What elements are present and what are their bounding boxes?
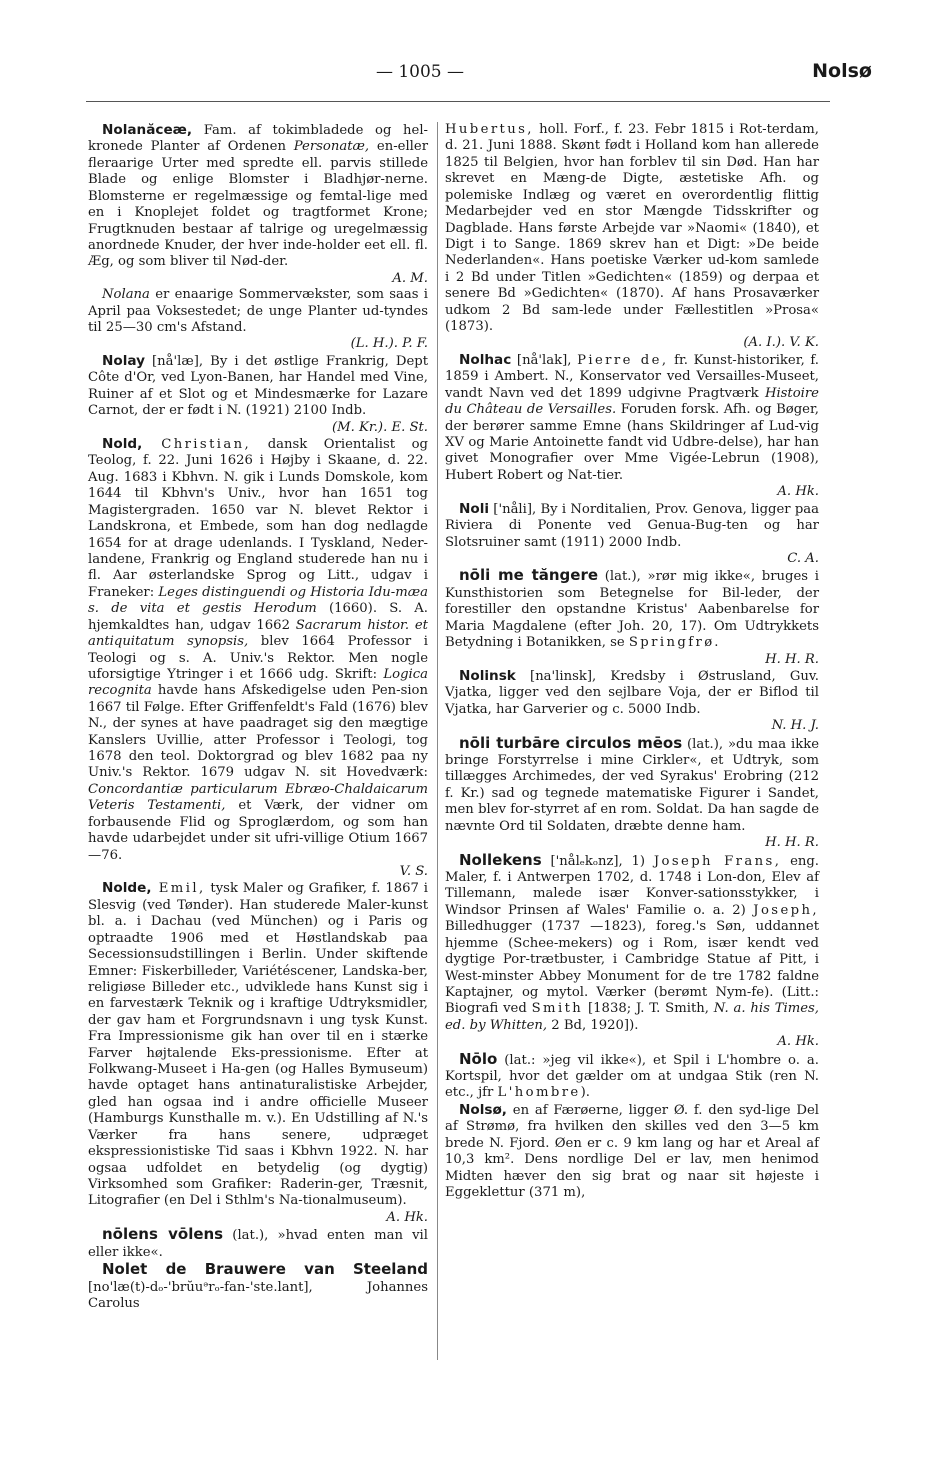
entry-text: holl. Forf., f. 23. Febr 1815 i Rot-terdam, d. 21. Juni 1888. Skønt født i Holland kom han allerede 1825 til Belgien, hvor han forblev til sin Død. Han har skrevet en Mæng-de Digte, æstetiske Afh. og polemiske Indlæg og været en overordentlig flittig Medarbejder ved en stor Mængde Tidsskrifter og Dagblade. Hans første Arbejde var »Naomi« (1840), et Digt i to Sange. 1869 skrev han et Digt: »De beide Nederlanden«. Hans poetiske Værker ud-kom samlede i 2 Bd under Titlen »Gedichten« (1859) og derpaa et senere Bd »Gedichten« (1870). Af hans Prosaværker udkom 2 Bd sam-lede under Fællestitlen »Prosa« (1873). (445, 122, 819, 335)
spaced-name: Christian, (142, 437, 252, 453)
headword: nōli turbāre circulos mēos (459, 733, 683, 752)
entry-text: Foruden forsk. Afh. og Bøger, der berører samme Emne (hans Skildringer af Lud-vig XV og Marie Antoinette fandt vid Udbre-delse), har han givet Monografier over Mme Vigée-Lebrun (1908), Hubert Robert og Nat-tier. (445, 402, 819, 483)
author-signature: V. S. (399, 863, 428, 879)
italic-text: Logica recognita (88, 666, 428, 699)
author-signature: H. H. R. (765, 835, 819, 851)
entry-text: eng. Maler, f. i Antwerpen 1702, d. 1748 i Lon-don, Elev af Tillemann, malede især Konver-sationsstykker, i Windsor Prinsen af Wales' Familie o. a. 2) (445, 853, 819, 918)
entry-text: [no'læ(t)-dₒ-'brŭuᵊrₒ-fan-'ste.lant], Johannes Carolus (88, 1279, 428, 1311)
entry-text: [nå'læ], By i det østlige Frankrig, Dept Côte d'Or, ved Lyon-Banen, har Handel med Vine, Ruiner af et Slot og et Mindesmærke for Lazare Carnot, der er født i N. (1921) 2100 Indb. (88, 353, 428, 419)
author-signature: A. Hk. (777, 1034, 819, 1050)
entry-nolanaceae (88, 122, 428, 287)
author-signature: N. H. J. (771, 718, 819, 734)
author-signature: (A. I.). V. K. (743, 335, 819, 351)
italic-text: Concordantiæ particularum Ebræo-Chaldaicarum Veteris Testamenti, (88, 781, 428, 814)
entry-text: ['nåli], By i Norditalien, Prov. Genova, ligger paa Riviera di Ponente ved Genua-Bug-ten og har Slotsruiner samt (1911) 2000 Indb. (445, 501, 819, 550)
spaced-name: Joseph Frans, (653, 853, 782, 869)
entry-text: tysk Maler og Grafiker, f. 1867 i Slesvig (ved Tønder). Han studerede Maler-kunst bl. a. i Dachau (ved München) og i Paris og optraadte 1906 med et Høstlandskab paa Secessionsudstillingen i Berlin. Under skiftende Emner: Fiskerbilleder, Variétéscener, Landska-ber, religiøse Billeder etc., udviklede hans Kunst sig i en farvestærk Teknik og i kraftige Udtryksmidler, der gav ham et Forgrundsnavn i ung tysk Kunst. Fra Impressionisme gik han over til en i stærke Farver højtalende Eks-pressionisme. Efter at Folkwang-Museet i Ha-gen (og Halles Bymuseum) havde optaget hans antinaturalistiske Arbejder, gled han ogsaa ind i andre officielle Museer (Hamburgs Kunsthalle m. v.). En Udstilling af N.'s Værker fra hans senere, udpræget ekspressionistiske Tid saas i Kbhvn 1922. N. har ogsaa udfoldet en betydelig (og dygtig) Virksomhed som Grafiker: Raderin-ger, Træsnit, Litografier (en Del i Sthlm's Na-tionalmuseum). (88, 881, 428, 1209)
spaced-name: Emil, (151, 881, 206, 897)
entry-text: er enaarige Sommervækster, som saas i April paa Voksestedet; de unge Planter ud-tyndes til 25—30 cm's Afstand. (88, 287, 428, 336)
spaced-name: Joseph, (753, 902, 819, 918)
headword: Nollekens (459, 850, 542, 869)
headword: Nōlo (459, 1049, 498, 1068)
author-signature: (L. H.). P. F. (350, 336, 428, 352)
author-signature: A. M. (392, 270, 428, 286)
entry-noli-me-tangere (445, 567, 819, 668)
entry-nolet-continued (445, 122, 819, 352)
entry-nolde (88, 880, 428, 1226)
entry-text: (lat.), »du maa ikke bringe Forstyrrelse i mine Cirkler«, et Udtryk, som tillægges Archimedes, der ved Syrakus' Erobring (212 f. Kr.) sad og tegnede matematiske Figurer i Sandet, men blev for-styrret af en rom. Soldat. Da han sagde de nævnte Ord til Soldaten, dræbte denne ham. (445, 736, 820, 834)
entry-nolay (88, 353, 428, 436)
cross-reference: L'hombre (497, 1085, 581, 1101)
spaced-name: Smith (531, 1001, 584, 1017)
entry-text: [na'linsk], Kredsby i Østrusland, Guv. Vjatka, ligger ved den sejlbare Voja, der er Biflod til Vjatka, har Garverier og c. 5000 Indb. (445, 668, 819, 717)
entry-text: ['nålₑkₒnz], 1) (541, 853, 654, 869)
italic-text: Leges distinguendi og Historia Idu-mæa s. de vita et gestis Herodum (88, 584, 428, 617)
entry-nolhac (445, 352, 819, 501)
entry-nolo (445, 1051, 819, 1102)
entry-nollekens (445, 852, 819, 1051)
headword: Nolet de Brauwere van Steeland (102, 1260, 428, 1279)
italic-text: Histoire du Château de Versailles. (445, 385, 819, 418)
entry-nolana (88, 287, 428, 353)
left-column (88, 122, 428, 1312)
entry-text: en-eller fleraarige Urter med spredte ell. parvis stillede Blade og enlige Blomster i Bladhjør-nerne. Blomsterne er regelmæssige og femtal-lige med en i Knoplejet foldet og tragtformet Krone; Frugtknuden bestaar af talrige og uregelmæssig anordnede Knuder, der hver inde-holder eet ell. fl. Æg, og som bliver til Nød-der. (88, 139, 428, 270)
header-rule (86, 101, 830, 102)
italic-text: Personatæ, (293, 139, 370, 155)
italic-text: N. a. his Times, ed. by Whitten, (445, 1001, 819, 1033)
headword: Nolay (102, 352, 145, 369)
headword: nōlens vōlens (102, 1225, 224, 1244)
entry-noli-turbare (445, 735, 819, 852)
cross-reference: Springfrø. (628, 635, 721, 651)
entry-text: (lat.), »rør mig ikke«, bruges i Kunsthistorien som Betegnelse for Bil-leder, der forestiller den opstandne Kristus' Aabenbarelse for Maria Magdalene (efter Joh. 20, 17). Om Udtrykkets Betydning i Botanikken, se (445, 569, 819, 651)
headword: nōli me tăngere (459, 566, 599, 585)
entry-nolinsk (445, 668, 819, 735)
italic-text: Sacrarum histor. et antiquitatum synopsis, (88, 617, 428, 650)
italic-text: Nolana (102, 287, 150, 303)
entry-text: et Værk, der vidner om forbausende Flid og Sproglærdom, og som han havde udarbejdet under sit ufri-villige Otium 1667—76. (88, 798, 428, 863)
headword: Noli (459, 500, 490, 517)
entry-text: Billedhugger (1737 —1823), foreg.'s Søn, uddannet hjemme (Schee-mekers) og i Rom, især kendt ved dygtige Por-trætbuster, i Cambridge Statue af Pitt, i West-minster Abbey Monument for de tre 1782 faldne Kaptajner, og mytol. Værker (berømt Nym-fe). (Litt.: Biografi ved (445, 919, 819, 1017)
right-column (445, 122, 819, 1201)
entry-text: dansk Orientalist og Teolog, f. 22. Juni 1626 i Højby i Skaane, d. 22. Aug. 1683 i Kbhvn. N. gik i Lunds Domskole, kom 1644 til Kbhvn's Univ., hvor han 1651 tog Magistergraden. 1650 var N. blevet Rektor i Landskrona, et Embede, som han dog nedlagde 1654 for at drage udenlands. I Tyskland, Neder-landene, Frankrig og England studerede han nu i fl. Aar østerlandske Sprog og Litt., udgav i Franeker: (88, 437, 428, 600)
guide-word: Nolsø (812, 60, 872, 82)
author-signature: A. Hk. (777, 484, 819, 500)
headword: Nolanăceæ, (102, 122, 193, 138)
entry-text: fr. Kunst-historiker, f. 1859 i Ambert. N., Konservator ved Versailles-Museet, vandt Navn ved det 1899 udgivne Pragtværk (445, 352, 819, 401)
entry-text: 2 Bd, 1920]). (547, 1017, 639, 1033)
headword: Nolinsk (459, 667, 516, 684)
entry-nolet (88, 1261, 428, 1312)
column-divider (437, 122, 438, 1360)
page-number: — 1005 — (375, 62, 465, 82)
author-signature: H. H. R. (765, 651, 819, 667)
entry-text: (1660). S. A. hjemkaldtes han, udgav 1662 (88, 601, 429, 633)
headword: Nolde, (102, 880, 152, 897)
entry-nolso (445, 1102, 819, 1202)
entry-text: (lat.), »hvad enten man vil eller ikke«. (88, 1228, 428, 1260)
entry-text: blev 1664 Professor i Teologi og s. A. Univ.'s Rektor. Men nogle uforsigtige Ytringer i et 1666 udg. Skrift: (88, 634, 429, 682)
headword: Nolsø, (459, 1101, 507, 1118)
entry-nold (88, 436, 428, 880)
entry-text: ). (580, 1085, 590, 1101)
entry-text: [nå'lak], (511, 352, 578, 368)
headword: Nolhac (459, 351, 512, 368)
entry-text: (lat.: »jeg vil ikke«), et Spil i L'hombre o. a. Kortspil, hvor det gælder om at undgaa Stik (ren N. etc., jfr (445, 1052, 819, 1101)
spaced-name: Pierre de, (577, 352, 669, 368)
entry-text: en af Færøerne, ligger Ø. f. den syd-lige Del af Strømø, fra hvilken den skilles ved den 3—5 km brede N. Fjord. Øen er c. 9 km lang og har et Areal af 10,3 km². Dens nordlige Del er lav, men henimod Midten hæver den sig brat og naar sit højeste i Eggeklettur (371 m), (445, 1102, 819, 1200)
author-signature: A. Hk. (386, 1209, 428, 1225)
entry-text: havde hans Afskedigelse uden Pen-sion 1667 til Følge. Efter Griffenfeldt's Fald (1676) blev N., der synes at have paadraget sig den mægtige Kanslers Uvillie, atter Professor i Teologi, tog 1678 den teol. Doktorgrad og blev 1682 paa ny Univ.'s Rektor. 1679 udgav N. sit Hovedværk: (88, 683, 428, 781)
entry-text: Fam. af tokimbladede og hel-kronede Planter af Ordenen (88, 123, 428, 155)
headword: Nold, (102, 436, 143, 453)
entry-text: [1838; J. T. Smith, (583, 1001, 714, 1017)
entry-nolens-volens (88, 1226, 428, 1261)
entry-noli (445, 501, 819, 568)
author-signature: C. A. (787, 550, 819, 566)
author-signature: (M. Kr.). E. St. (332, 419, 428, 435)
spaced-name: Hubertus, (445, 122, 534, 137)
